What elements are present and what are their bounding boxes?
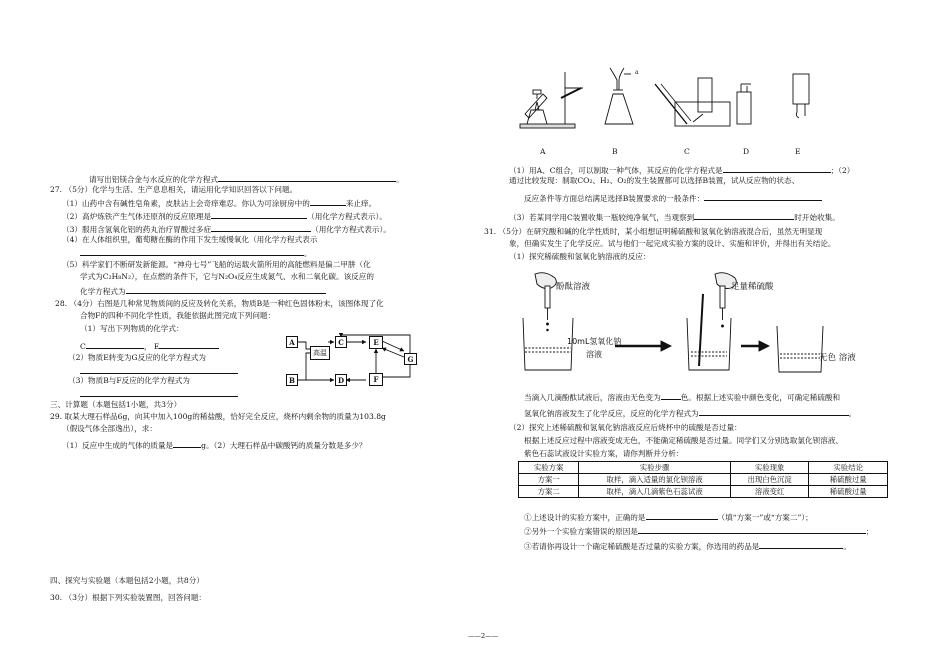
q26-tail: 请写出铝镁合金与水反应的化学方程式 。	[89, 175, 404, 184]
answer-blank[interactable]	[661, 392, 681, 400]
q28-heading: 28. （4分）右图是几种常见物质间的反应及转化关系，物质B是一种红色固体粉末，该图体现了化	[55, 299, 384, 308]
answer-blank[interactable]	[218, 174, 396, 182]
table-cell: 取样，滴入适量的氯化钡溶液	[579, 474, 730, 486]
answer-blank[interactable]	[80, 366, 238, 374]
table-cell: 方案一	[519, 474, 579, 486]
node-d: D	[335, 374, 347, 386]
node-g: G	[404, 353, 417, 365]
q27-4: （4）在人体组织里，葡萄糖在酶的作用下发生缓慢氧化（用化学方程式表示	[62, 235, 318, 244]
table-cell: 出现白色沉淀	[730, 474, 809, 486]
q28-3-answer	[80, 389, 238, 399]
node-e: E	[369, 336, 383, 349]
q29-b: （假设气体全部逸出），求：	[62, 424, 157, 433]
answer-blank[interactable]	[694, 212, 794, 220]
q27-4-answer: 。	[80, 248, 312, 258]
page-number: ——2——	[468, 632, 499, 640]
q30-heading: 30. （3分）根据下列实验装置图，回答问题：	[50, 593, 207, 602]
q27-5b: 学式为C₂H₈N₂），在点燃的条件下，它与N₂O₄反应生成氮气、水和二氧化碳。该反应的	[80, 272, 374, 281]
answer-blank[interactable]	[310, 198, 346, 206]
q31-2c: 紫色石蕊试液设计实验方案，请你判断并分析：	[524, 449, 684, 458]
table-header-row	[519, 462, 888, 474]
q29-a: 29. 取某大理石样品6g，向其中加入100g的稀盐酸，恰好完全反应，烧杯内剩余物的质量为103.8g	[50, 412, 386, 421]
table-header-cell: 实验结论	[809, 462, 888, 474]
q27-3: （3）服用含氢氧化铝的药丸治疗胃酸过多症 （用化学方程式表示）。	[62, 225, 391, 234]
q30-3: （3）若某同学用C装置收集一瓶较纯净氧气，当观察到 时开始收集。	[509, 213, 840, 222]
label-naoh-solution: 溶液	[586, 350, 602, 359]
answer-blank[interactable]	[80, 248, 304, 256]
q28-2: （2）物质E转变为G反应的化学方程式为	[68, 353, 206, 362]
node-b: B	[286, 374, 298, 386]
q28-3: （3）物质B与F反应的化学方程式为	[68, 376, 190, 385]
q31-2: （2）探究上述稀硫酸和氢氧化钠溶液反应后烧杯中的硫酸是否过量：	[509, 423, 742, 432]
q30-1: （1）用A、C组合，可以制取一种气体，其反应的化学方程式是 ；（2）	[509, 166, 855, 175]
table-cell: 溶液变红	[730, 486, 809, 498]
experiment-table	[518, 461, 888, 498]
answer-blank[interactable]	[211, 224, 311, 232]
q27-5c: 化学方程式为	[80, 286, 326, 296]
q31-c1: ①上述设计的实验方案中，正确的是 （填“方案一”或“方案二”）；	[524, 513, 813, 522]
gaowen-label: 高温	[310, 346, 330, 360]
section-3-title: 三、计算题（本题包括1小题，共3分）	[50, 400, 182, 409]
q29-c: （1）反应中生成的气体的质量是 g。（2）大理石样品中碳酸钙的质量分数是多少？	[62, 441, 367, 450]
table-row	[519, 486, 888, 498]
answer-blank[interactable]	[173, 440, 201, 448]
section-4-title: 四、探究与实验题（本题包括2小题，共8分）	[50, 576, 204, 585]
apparatus-label-d: D	[743, 147, 750, 156]
answer-blank[interactable]	[86, 341, 144, 349]
q28-2-answer	[80, 366, 238, 376]
answer-blank[interactable]	[638, 526, 866, 534]
answer-blank[interactable]	[759, 541, 843, 549]
q27-1: （1）山药中含有碱性皂角素，皮肤沾上会奇痒难忍。你认为可涂厨房中的 来止痒。	[62, 199, 377, 208]
answer-blank[interactable]	[126, 286, 326, 294]
q31-heading2: 象，但确实发生了化学反应。试与他们一起完成实验方案的设计、实施和评价，并得出有关结论。	[509, 239, 836, 248]
node-f: F	[369, 373, 383, 386]
answer-blank[interactable]	[646, 512, 718, 520]
answer-blank[interactable]	[80, 389, 238, 397]
table-header-cell: 实验现象	[730, 462, 809, 474]
apparatus-label-e: E	[795, 147, 801, 156]
q27-heading: 27. （5分）化学与生活、生产息息相关，请运用化学知识回答以下问题。	[50, 185, 298, 194]
apparatus-a-mark: a	[635, 69, 639, 76]
label-naoh-volume: 10mL氢氧化钠	[567, 337, 622, 346]
answer-blank[interactable]	[704, 193, 822, 201]
table-row	[519, 474, 888, 486]
answer-blank[interactable]	[699, 408, 849, 416]
answer-blank[interactable]	[159, 341, 219, 349]
table-cell: 取样，滴入几滴紫色石蕊试液	[579, 486, 730, 498]
label-colorless-solution: 无色 溶液	[819, 353, 856, 363]
q31-heading: 31. （5分）在研究酸和碱的化学性质时，某小组想证明稀硫酸和氢氧化钠溶液混合后，虽然无明显现	[484, 227, 823, 236]
q28-1-blanks: C ， E	[80, 341, 219, 351]
q31-c2: ②另外一个实验方案错误的原因是 ；	[524, 527, 874, 536]
table-header-cell: 实验方案	[519, 462, 579, 474]
table-header-cell: 实验步骤	[579, 462, 730, 474]
node-a: A	[286, 336, 298, 348]
apparatus-drawing	[515, 66, 825, 138]
label-excess-acid: 足量稀硫酸	[731, 282, 774, 292]
q30-2b: 反应条件等方面总结满足选择B装置要求的一般条件：	[524, 193, 822, 203]
node-c: C	[335, 336, 347, 348]
label-phenolphthalein: 酚酞溶液	[556, 282, 591, 292]
answer-blank[interactable]	[211, 211, 307, 219]
q31-1-result1: 当滴入几滴酚酞试液后，溶液由无色变为 色。根据上述实验中颜色变化，可确定稀硫酸和	[524, 393, 841, 402]
table-cell: 稀硫酸过量	[809, 474, 888, 486]
apparatus-label-b: B	[612, 147, 618, 156]
table-cell: 稀硫酸过量	[809, 486, 888, 498]
answer-blank[interactable]	[723, 165, 831, 173]
q30-2a: 通过比较发现：制取CO₂、H₂、O₂的发生装置都可以选择B装置，试从反应物的状态、	[509, 176, 800, 185]
q28-1: （1）写出下列物质的化学式：	[80, 324, 184, 333]
q31-c3: ③若请你再设计一个确定稀硫酸是否过量的实验方案，你选用的药品是 。	[524, 542, 851, 551]
q27-2: （2）高炉炼铁产生气体还原剂的反应原理是 （用化学方程式表示）。	[62, 212, 387, 221]
apparatus-label-c: C	[684, 147, 690, 156]
relation-diagram-lines	[284, 331, 424, 393]
q31-2b: 根据上述反应过程中溶液变成无色，不能确定稀硫酸是否过量。同学们又分别选取氯化钡溶液、	[524, 436, 843, 445]
q31-1: （1）探究稀硫酸和氢氧化钠溶液的反应：	[509, 252, 651, 261]
apparatus-label-a: A	[540, 147, 546, 156]
q27-5a: （5）科学家们不断研发新能源。“神舟七号”飞船的运载火箭所用的高能燃料是偏二甲肼（化	[62, 260, 371, 269]
q31-1-result2: 氢氧化钠溶液发生了化学反应，反应的化学方程式为 。	[524, 409, 857, 418]
table-cell: 方案二	[519, 486, 579, 498]
q28-heading2: 合物F的四种不同化学性质，我能依据此图完成下列问题：	[80, 311, 276, 320]
